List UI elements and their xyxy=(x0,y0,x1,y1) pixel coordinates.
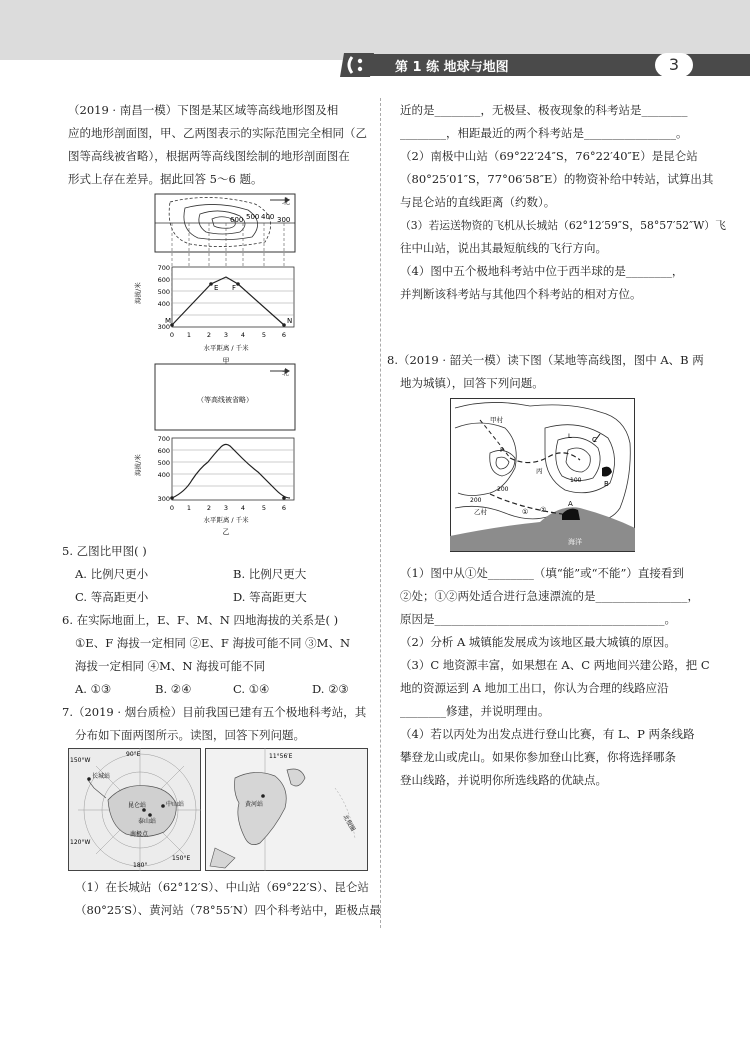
map-frame xyxy=(206,749,368,871)
figure-yi xyxy=(130,362,310,538)
x-tick: 3 xyxy=(223,504,229,512)
map-label: 150°W xyxy=(70,757,91,764)
village-label: 甲村 xyxy=(490,416,503,424)
intro-line: （2019 · 南昌一模）下图是某区域等高线地形图及相 xyxy=(68,103,339,117)
figure-jia xyxy=(130,192,310,370)
question-7-continued: 近的是________，无极昼、极夜现象的科考站是________ xyxy=(400,103,688,117)
option: D. 等高距更大 xyxy=(233,590,307,604)
x-tick: 0 xyxy=(169,504,175,512)
question-8-line: 8.（2019 · 韶关一模）读下图（某地等高线图，图中 A、B 两 xyxy=(387,353,704,367)
question-7-sub1: （80°25′S）、黄河站（78°55′N）四个科考站中，距极点最 xyxy=(75,903,381,917)
route-label: P xyxy=(500,446,504,454)
intro-line: 形式上存在差异。据此回答 5～6 题。 xyxy=(68,172,263,186)
map-label: 180° xyxy=(133,862,148,869)
x-tick-labels xyxy=(170,504,286,512)
contour-label: 300 xyxy=(277,216,291,224)
option: D. ②③ xyxy=(312,682,349,696)
north-arrow xyxy=(270,368,290,377)
station-label: 昆仑站 xyxy=(128,802,147,809)
contour-label: 600 xyxy=(230,216,244,224)
x-tick-labels xyxy=(170,331,286,339)
station-marker xyxy=(87,777,91,781)
contour-label: 500 xyxy=(246,213,260,221)
option: B. 比例尺更大 xyxy=(233,567,307,581)
x-tick: 1 xyxy=(186,331,192,339)
y-tick: 300 xyxy=(157,323,170,331)
station-label: 黄河站 xyxy=(245,801,264,808)
x-tick: 3 xyxy=(223,331,229,339)
question-8-sub: ②处；①②两处适合进行急速漂流的是________________， xyxy=(400,589,699,603)
question-5-stem: 5. 乙图比甲图( ) xyxy=(62,544,147,558)
point-label: M xyxy=(165,317,172,325)
map-label: 丙 xyxy=(536,467,543,475)
figure-caption: 乙 xyxy=(222,528,230,536)
map-label: 北极圈 xyxy=(341,813,357,833)
question-8-sub: 登山线路，并说明你所选线路的优缺点。 xyxy=(400,773,607,787)
map-label: 90°E xyxy=(126,751,141,758)
map-label: 海洋 xyxy=(568,538,582,546)
chapter-tag-icon xyxy=(340,50,378,80)
y-tick: 300 xyxy=(157,495,170,503)
question-7-continued: ________，相距最近的两个科考站是________________。 xyxy=(400,126,688,140)
station-marker xyxy=(161,804,165,808)
x-tick: 4 xyxy=(240,331,246,339)
question-7-continued: （2）南极中山站（69°22′24″S，76°22′40″E）是昆仑站 xyxy=(400,149,698,163)
question-6-line: 海拔一定相同 ④M、N 海拔可能不同 xyxy=(75,659,266,673)
option: A. 比例尺更小 xyxy=(75,567,149,581)
question-7-sub1: （1）在长城站（62°12′S）、中山站（69°22′S）、昆仑站 xyxy=(75,880,369,894)
contour-label: 100 xyxy=(570,477,582,484)
x-axis-label: 水平距离 / 千米 xyxy=(203,344,249,352)
y-axis-label: 海拔/米 xyxy=(134,282,142,304)
station-label: 中山站 xyxy=(166,801,185,808)
point-label: E xyxy=(214,284,219,292)
question-7-continued: （3）若运送物资的飞机从长城站（62°12′59″S，58°57′52″W）飞 xyxy=(400,219,726,232)
option: C. ①④ xyxy=(233,682,270,696)
question-7-continued: 并判断该科考站与其他四个科考站的相对方位。 xyxy=(400,287,642,301)
map-label: C xyxy=(592,436,597,444)
x-tick: 0 xyxy=(169,331,175,339)
x-tick: 1 xyxy=(186,504,192,512)
chapter-title: 第 1 练 地球与地图 xyxy=(395,60,509,75)
option: B. ②④ xyxy=(155,682,192,696)
y-tick: 500 xyxy=(157,459,170,467)
arctic-map xyxy=(205,748,368,871)
contour-label: 400 xyxy=(261,213,275,221)
question-8-sub: 原因是________________________________________。 xyxy=(400,612,676,626)
contour-lines xyxy=(169,197,270,246)
y-tick: 400 xyxy=(157,471,170,479)
figure-caption: 甲 xyxy=(222,357,230,365)
intro-line: 应的地形剖面图，甲、乙两图表示的实际范围完全相同（乙 xyxy=(68,126,367,140)
question-7-line: 分布如下面两图所示。读图，回答下列问题。 xyxy=(75,728,305,742)
contour-label: 200 xyxy=(470,497,482,504)
intro-line: 图等高线被省略），根据两等高线图绘制的地形剖面图在 xyxy=(68,149,350,163)
map-label: 南极点 xyxy=(130,831,149,838)
x-axis-label: 水平距离 / 千米 xyxy=(203,516,249,524)
x-tick: 2 xyxy=(206,504,212,512)
x-tick: 5 xyxy=(261,504,267,512)
station-marker xyxy=(261,794,265,798)
station-marker xyxy=(148,813,152,817)
y-tick: 600 xyxy=(157,276,170,284)
question-6-line: ①E、F 海拔一定相同 ②E、F 海拔可能不同 ③M、N xyxy=(75,636,351,650)
question-7-continued: （80°25′01″S，77°06′58″E）的物资补给中转站，试算出其 xyxy=(400,172,714,186)
map-label: 120°W xyxy=(70,839,91,846)
question-8-sub: （3）C 地资源丰富，如果想在 A、C 两地间兴建公路，把 C xyxy=(400,658,710,672)
page-number: 3 xyxy=(655,53,693,77)
question-7-line: 7.（2019 · 烟台质检）目前我国已建有五个极地科考站，其 xyxy=(62,705,367,719)
x-tick: 5 xyxy=(261,331,267,339)
north-label: 北 xyxy=(282,197,290,206)
map-label: ① xyxy=(522,508,529,516)
y-tick: 400 xyxy=(157,300,170,308)
contour-town-map xyxy=(450,398,635,552)
north-label: 北 xyxy=(282,369,289,377)
omitted-note: （等高线被省略） xyxy=(197,396,253,404)
y-tick: 600 xyxy=(157,447,170,455)
option: A. ①③ xyxy=(75,682,112,696)
question-7-continued: 往中山站，说出其最短航线的飞行方向。 xyxy=(400,241,607,255)
profile-frame xyxy=(172,438,294,500)
y-tick: 700 xyxy=(157,264,170,272)
y-tick: 700 xyxy=(157,435,170,443)
question-8-sub: 攀登龙山或虎山。如果你参加登山比赛，你将选择哪条 xyxy=(400,750,676,764)
village-label: 乙村 xyxy=(474,508,487,516)
x-tick: 6 xyxy=(281,504,287,512)
map-label: B xyxy=(604,480,609,488)
map-label: ② xyxy=(540,506,547,514)
y-tick-labels xyxy=(158,435,170,503)
x-tick: 4 xyxy=(240,504,246,512)
question-8-sub: ________修建，并说明理由。 xyxy=(400,704,550,718)
y-tick: 500 xyxy=(157,288,170,296)
y-axis-label: 海拔/米 xyxy=(134,454,142,476)
map-label: A xyxy=(568,500,573,508)
question-8-sub: （1）图中从①处________（填“能”或“不能”）直接看到 xyxy=(400,566,684,580)
question-8-sub: 地的资源运到 A 地加工出口，你认为合理的线路应沿 xyxy=(400,681,669,695)
x-tick: 6 xyxy=(281,331,287,339)
option: C. 等高距更小 xyxy=(75,590,149,604)
antarctic-map xyxy=(68,748,201,871)
question-7-continued: （4）图中五个极地科考站中位于西半球的是________， xyxy=(400,264,684,278)
point-label: N xyxy=(287,317,293,325)
question-7-continued: 与昆仑站的直线距离（约数）。 xyxy=(400,195,556,209)
point-label: F xyxy=(232,284,237,292)
map-label: 11°56′E xyxy=(269,753,293,760)
map-label: 150°E xyxy=(172,855,191,862)
question-8-sub: （4）若以丙处为出发点进行登山比赛，有 L、P 两条线路 xyxy=(400,727,695,741)
x-tick: 2 xyxy=(206,331,212,339)
route-label: L xyxy=(568,432,572,440)
column-divider xyxy=(380,98,381,928)
question-8-sub: （2）分析 A 城镇能发展成为该地区最大城镇的原因。 xyxy=(400,635,676,649)
contour-label: 200 xyxy=(497,486,509,493)
station-label: 长城站 xyxy=(92,773,111,780)
north-arrow xyxy=(270,196,290,206)
station-label: 泰山站 xyxy=(138,818,157,825)
question-8-line: 地为城镇），回答下列问题。 xyxy=(400,376,544,390)
question-6-stem: 6. 在实际地面上，E、F、M、N 四地海拔的关系是( ) xyxy=(62,613,339,627)
